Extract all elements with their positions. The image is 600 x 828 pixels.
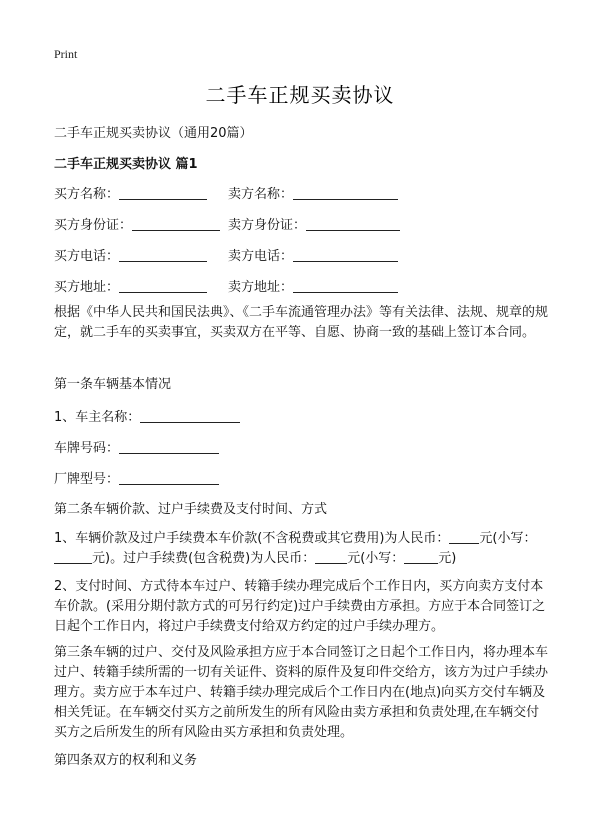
print-link[interactable]: Print <box>54 47 78 61</box>
document-subtitle: 二手车正规买卖协议（通用20篇） <box>54 126 253 141</box>
intro-paragraph: 根据《中华人民共和国民法典》、《二手车流通管理办法》等有关法律、法规、规章的规定，就二手车的买卖事宜，买卖双方在平等、自愿、协商一致的基础上签订本合同。 <box>54 305 549 340</box>
plate-number-field: 车牌号码： <box>54 437 219 456</box>
seller-phone-field: 卖方电话： <box>228 245 398 264</box>
article2-title: 第二条车辆价款、过户手续费及支付时间、方式 <box>54 502 328 517</box>
article2-paragraph2: 2、支付时间、方式待本车过户、转籍手续办理完成后个工作日内，买方向卖方支付本车价款。(采用分期付款方式的可另行约定)过户手续费由方承担。方应于本合同签订之日起个工作日内，将过户手续费支付给双方约定的过户手续办理方。 <box>54 579 546 634</box>
model-field: 厂牌型号： <box>54 468 219 487</box>
buyer-name-field: 买方名称： <box>54 183 207 202</box>
section-heading: 二手车正规买卖协议 篇1 <box>54 157 198 172</box>
owner-name-field: 1、车主名称： <box>54 406 240 425</box>
article4-title: 第四条双方的权利和义务 <box>54 753 198 768</box>
buyer-phone-field: 买方电话： <box>54 245 207 264</box>
seller-id-field: 卖方身份证： <box>228 214 400 233</box>
buyer-id-field: 买方身份证： <box>54 214 220 233</box>
buyer-address-field: 买方地址： <box>54 276 207 295</box>
seller-address-field: 卖方地址： <box>228 276 398 295</box>
article2-paragraph1: 1、车辆价款及过户手续费本车价款(不含税费或其它费用)为人民币： 元(小写：元)。过户手续费(包含税费)为人民币： 元(小写： 元) <box>54 531 537 566</box>
article1-title: 第一条车辆基本情况 <box>54 377 172 392</box>
document-title: 二手车正规买卖协议 <box>205 83 395 107</box>
seller-name-field: 卖方名称： <box>228 183 398 202</box>
article3-paragraph: 第三条车辆的过户、交付及风险承担方应于本合同签订之日起个工作日内，将办理本车过户、转籍手续所需的一切有关证件、资料的原件及复印件交给方，该方为过户手续办理方。卖方应于本车过户、转籍手续办理完成后个工作日内在(地点)向买方交付车辆及相关凭证。在车辆交付买方之前所发生的所有风险由卖方承担和负责处理,在车辆交付买方之后所发生的所有风险由买方承担和负责处理。 <box>54 645 549 740</box>
